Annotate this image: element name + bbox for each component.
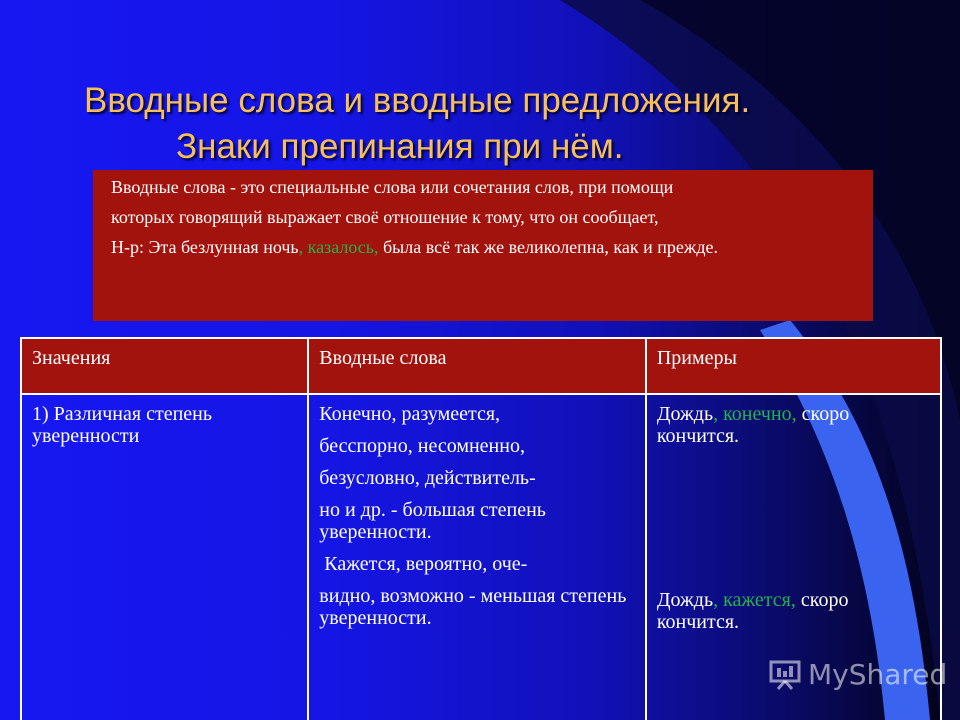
word-line: видно, возможно - меньшая степень уверенности. [319,585,627,629]
word-line: но и др. - большая степень уверенности. [319,499,546,543]
example-1-start: Дождь [656,403,714,425]
example-2 [657,589,932,633]
header-meanings: Значения [21,338,308,394]
watermark [768,654,947,694]
definition-line-1: Вводные слова - это специальные слова или сочетания слов, при помощи [111,177,674,197]
cell-intro-words [308,394,646,720]
title-line-1: Вводные слова и вводные предложения. [84,81,751,120]
example-1-end: скоро кончится. [656,403,850,447]
word-line: Конечно, разумеется, [319,403,501,425]
word-line: Кажется, вероятно, оче- [319,553,528,575]
example-text-start: Н-р: Эта безлунная ночь [111,237,299,257]
definition-example [111,237,859,258]
header-examples: Примеры [646,338,941,394]
table-header-row [21,338,941,394]
word-line: безусловно, действитель- [319,467,536,489]
example-2-highlight: , кажется, [713,589,796,611]
slide-title [40,78,940,170]
header-intro-words: Вводные слова [308,338,646,394]
definition-box [93,170,873,321]
example-1-highlight: , конечно, [713,403,797,425]
example-2-end: скоро кончится. [656,589,849,633]
word-line: бесспорно, несомненно, [319,435,525,457]
title-line-2: Знаки препинания при нём. [176,127,624,166]
presentation-icon [768,657,802,691]
cell-meaning: 1) Различная степень уверенности [21,394,308,720]
definition-line-2: которых говорящий выражает своё отношение к тому, что он сообщает, [111,207,659,227]
example-1 [657,403,932,447]
example-2-start: Дождь [656,589,714,611]
watermark-text: MyShared [808,657,948,691]
example-text-end: была всё так же великолепна, как и прежде. [378,237,718,257]
example-highlight: , казалось, [298,237,379,257]
